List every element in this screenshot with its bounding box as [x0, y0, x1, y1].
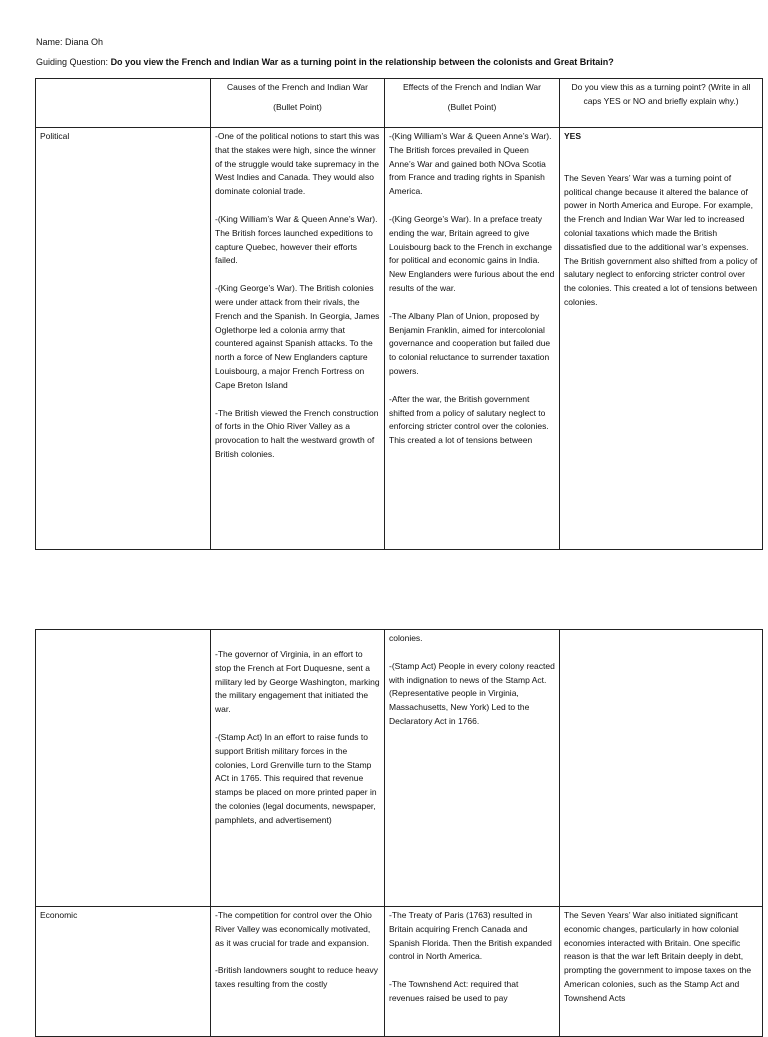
economic-cause-2: -British landowners sought to reduce heavy taxes resulting from the costly: [215, 965, 379, 990]
political-row: [36, 128, 763, 550]
political-cause-4: -The British viewed the French construction of forts in the Ohio River Valley as a provocation to halt the westward growth of British colonies.: [215, 407, 379, 459]
political-continued-turning: [560, 630, 763, 907]
economic-effect-2: -The Townshend Act: required that revenues raised be used to pay: [389, 979, 519, 1003]
economic-explanation: The Seven Years’ War also initiated significant economic changes, particularly in how colonial economies interacted with Britain. One specific reason is that the war left Britain deeply in debt, prompting the government to impose taxes on the American colonies, such as the Stamp Act and Townshend Acts: [564, 910, 752, 1003]
political-label: Political: [36, 128, 211, 550]
political-turning-cell: [560, 128, 763, 550]
economic-causes-cell: [211, 907, 385, 1037]
header-effects-sub: (Bullet Point): [447, 101, 497, 112]
political-answer: YES: [564, 131, 582, 141]
guiding-question-text: Do you view the French and Indian War as a turning point in the relationship between the colonists and Great Britain?: [110, 57, 614, 67]
political-continued-effects: [385, 630, 560, 907]
worksheet-table-continued: [35, 629, 763, 1037]
header-effects: [385, 79, 560, 128]
guiding-question: [36, 56, 614, 68]
economic-effect-1: -The Treaty of Paris (1763) resulted in Britain acquiring French Canada and Spanish Florida. Then the British expanded control in North America.: [389, 910, 552, 962]
economic-effects-cell: [385, 907, 560, 1037]
political-cause-1: -One of the political notions to start this was that the stakes were high, since the winner of the struggle would take supremacy in the West Indies and Canada. They would also dominate colonial trade.: [215, 131, 380, 197]
guiding-question-prefix: Guiding Question:: [36, 57, 109, 67]
political-causes-cell: [211, 128, 385, 550]
header-causes-sub: (Bullet Point): [273, 101, 322, 112]
economic-turning-cell: [560, 907, 763, 1037]
political-explanation: The Seven Years’ War was a turning point of political change because it altered the balance of power in North America and Europe. For example, the French and Indian War War led to increased colonial taxations which made the British dissatisfied due to the additional war’s expenses. The British government also shifted from a policy of salutary neglect to enforcing stricter control over the colonies. This created a lot of tensions between colonies.: [564, 172, 758, 307]
header-empty-cell: [36, 79, 211, 128]
political-continued-causes: [211, 630, 385, 907]
header-turning-text: Do you view this as a turning point? (Write in all caps YES or NO and briefly explain why.): [571, 82, 751, 106]
political-effects-cell: [385, 128, 560, 550]
political-cause-2: -(King William’s War & Queen Anne’s War). The British forces launched expeditions to capture Quebec, however their efforts failed.: [215, 213, 378, 266]
political-effect-4: -After the war, the British government shifted from a policy of salutary neglect to enforcing stricter control over the colonies. This created a lot of tensions between: [389, 393, 549, 446]
political-cause-6: -(Stamp Act) In an effort to raise funds to support British military forces in the colonies, Lord Grenville turn to the Stamp ACt in 1765. This required that revenue stamps be placed on more printed paper in the colonies (legal documents, newspaper, pamphlets, and advertisement): [215, 731, 377, 825]
student-name: Name: Diana Oh: [36, 37, 104, 47]
header-causes-title: Causes of the French and Indian War: [227, 82, 368, 92]
economic-cause-1: -The competition for control over the Ohio River Valley was economically motivated, as it was crucial for trade and expansion.: [215, 910, 372, 948]
header-turning-point: [560, 79, 763, 128]
political-effect-1: -(King William’s War & Queen Anne’s War). The British forces prevailed in Queen Anne’s War and gained both NOva Scotia from France and trading rights in Spanish America.: [389, 131, 552, 197]
political-continued-row: [36, 630, 763, 907]
political-cause-3: -(King George’s War). The British colonies were under attack from their rivals, the French and the Spanish. In Georgia, James Oglethorpe led a colonia army that countered against Spanish attacks. To the north a force of New Englanders capture Louisbourg, a major French Fortress on Cape Breton Island: [215, 283, 380, 390]
economic-label: Economic: [36, 907, 211, 1037]
worksheet-table: [35, 78, 763, 550]
header-row: [36, 79, 763, 128]
political-continued-label: [36, 630, 211, 907]
political-effect-continued: colonies.: [389, 633, 423, 643]
political-effect-5: -(Stamp Act) People in every colony reacted with indignation to news of the Stamp Act. (Representative people in Virginia, Massachusetts, New York) Led to the Declaratory Act in 1766.: [389, 660, 555, 726]
header-effects-title: Effects of the French and Indian War: [403, 82, 541, 92]
economic-row: [36, 907, 763, 1037]
political-cause-5: -The governor of Virginia, in an effort to stop the French at Fort Duquesne, sent a military led by George Washington, marking the military engagement that initiated the war.: [215, 649, 380, 715]
political-effect-2: -(King George’s War). In a preface treaty ending the war, Britain agreed to give Louisbourg back to the French in exchange for political and economic gains in India. New Englanders were furious about the end results of the war.: [389, 213, 555, 293]
header-causes: [211, 79, 385, 128]
political-effect-3: -The Albany Plan of Union, proposed by Benjamin Franklin, aimed for intercolonial governance and cooperation but failed due to colonial reluctance to surrender taxation powers.: [389, 310, 551, 376]
